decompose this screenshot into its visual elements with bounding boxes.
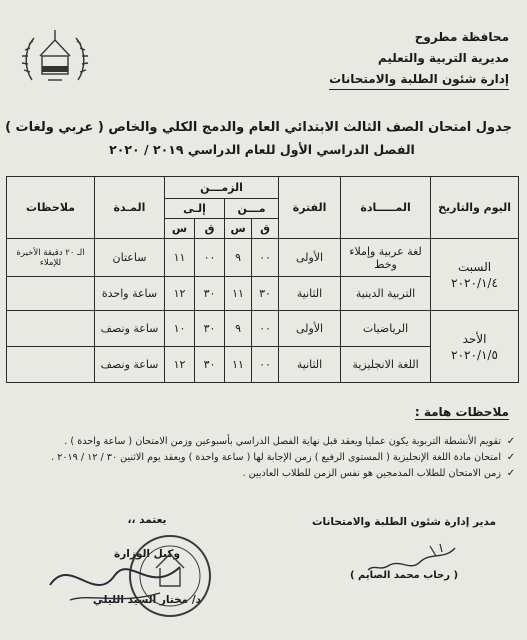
ministry-emblem-icon	[18, 22, 92, 96]
from-q-cell: ٠٠	[252, 239, 279, 277]
table-row	[7, 239, 519, 277]
duration-cell: ساعة ونصف	[95, 311, 165, 347]
header-to-s: س	[165, 219, 195, 239]
duration-cell: ساعتان	[95, 239, 165, 277]
governorate-line: محافظة مطروح	[414, 30, 509, 44]
header-period: الفترة	[279, 177, 341, 239]
note-text: زمن الامتحان للطلاب المدمجين هو نفس الزمن للطلاب العاديين .	[242, 468, 501, 479]
header-time: الزمـــن	[165, 177, 279, 199]
list-item	[12, 434, 517, 450]
from-s-cell: ٩	[225, 311, 252, 347]
exam-schedule-table	[6, 176, 519, 383]
header-from: مـــن	[225, 199, 279, 219]
period-cell: الأولى	[279, 311, 341, 347]
title-line-1: جدول امتحان الصف الثالث الابتدائي العام والدمج الكلي والخاص ( عربي ولغات )	[5, 120, 512, 135]
checkmark-icon: ✓	[506, 452, 516, 463]
from-q-cell: ٣٠	[252, 277, 279, 311]
day-date: ٢٠٢٠/١/٥	[451, 347, 498, 362]
period-cell: الأولى	[279, 239, 341, 277]
undersecretary-name: د/ مختار السيد الليلي	[92, 594, 202, 606]
checkmark-icon: ✓	[506, 436, 516, 447]
from-s-cell: ١١	[225, 347, 252, 383]
duration-cell: ساعة ونصف	[95, 347, 165, 383]
to-q-cell: ٠٠	[195, 239, 225, 277]
table-row	[7, 311, 519, 347]
department-head-role: مدير إدارة شئون الطلبة والامتحانات	[311, 516, 497, 528]
header-to: إلـى	[165, 199, 225, 219]
undersecretary-handwritten-signature-icon	[40, 545, 200, 615]
to-q-cell: ٣٠	[195, 277, 225, 311]
subject-cell: الرياضيات	[341, 311, 431, 347]
day-name: الأحد	[462, 331, 487, 346]
to-q-cell: ٣٠	[195, 311, 225, 347]
note-cell	[7, 311, 95, 347]
notes-heading: ملاحظات هامة :	[414, 405, 509, 419]
title-line-2: الفصل الدراسي الأول للعام الدراسي ٢٠١٩ / ٢٠٢٠	[109, 142, 415, 157]
issuer-header	[309, 26, 509, 90]
checkmark-icon: ✓	[506, 468, 516, 479]
to-q-cell: ٣٠	[195, 347, 225, 383]
department-line: إدارة شئون الطلبة والامتحانات	[329, 70, 509, 90]
directorate-line: مديرية التربية والتعليم	[377, 51, 509, 65]
to-s-cell: ١٠	[165, 311, 195, 347]
document-title	[5, 116, 512, 166]
list-item	[12, 466, 517, 482]
header-to-q: ق	[195, 219, 225, 239]
handwritten-signature-icon	[360, 540, 470, 580]
header-from-q: ق	[252, 219, 279, 239]
note-text: امتحان مادة اللغة الإنجليزية ( المستوى الرفيع ) زمن الإجابة لها ( ساعة واحدة ) ويعقد يوم الاثنين ٣٠ / ١٢ / ٢٠١٩ .	[51, 452, 501, 463]
day-cell	[431, 239, 519, 311]
note-cell	[7, 277, 95, 311]
header-subject: المـــــادة	[341, 177, 431, 239]
from-s-cell: ٩	[225, 239, 252, 277]
to-s-cell: ١٢	[165, 277, 195, 311]
day-date: ٢٠٢٠/١/٤	[451, 275, 498, 290]
note-text: تقويم الأنشطة التربوية يكون عمليا ويعقد قبل نهاية الفصل الدراسي بأسبوعين وزمن الامتحان ( ساعة واحدة ) .	[64, 436, 501, 447]
undersecretary-title: وكيل الوزارة	[114, 548, 180, 560]
to-s-cell: ١٢	[165, 347, 195, 383]
from-q-cell: ٠٠	[252, 311, 279, 347]
subject-cell: اللغة الانجليزية	[341, 347, 431, 383]
duration-cell: ساعة واحدة	[95, 277, 165, 311]
list-item	[12, 450, 517, 466]
to-s-cell: ١١	[165, 239, 195, 277]
day-name: السبت	[457, 259, 492, 274]
header-duration: المـدة	[95, 177, 165, 239]
period-cell: الثانية	[279, 277, 341, 311]
note-cell	[7, 347, 95, 383]
department-head-name: ( رحاب محمد الصايم )	[349, 570, 459, 581]
header-from-s: س	[225, 219, 252, 239]
note-cell: الـ ٢٠ دقيقة الأخيرة للإملاء	[7, 239, 95, 277]
notes-list	[12, 434, 517, 482]
header-day-date: اليوم والتاريخ	[431, 177, 519, 239]
day-cell	[431, 311, 519, 383]
period-cell: الثانية	[279, 347, 341, 383]
from-s-cell: ١١	[225, 277, 252, 311]
approval-label: يعتمد ،،	[127, 514, 167, 526]
subject-cell: لغة عربية وإملاء وخط	[341, 239, 431, 277]
from-q-cell: ٠٠	[252, 347, 279, 383]
subject-cell: التربية الدينية	[341, 277, 431, 311]
header-notes: ملاحظات	[7, 177, 95, 239]
